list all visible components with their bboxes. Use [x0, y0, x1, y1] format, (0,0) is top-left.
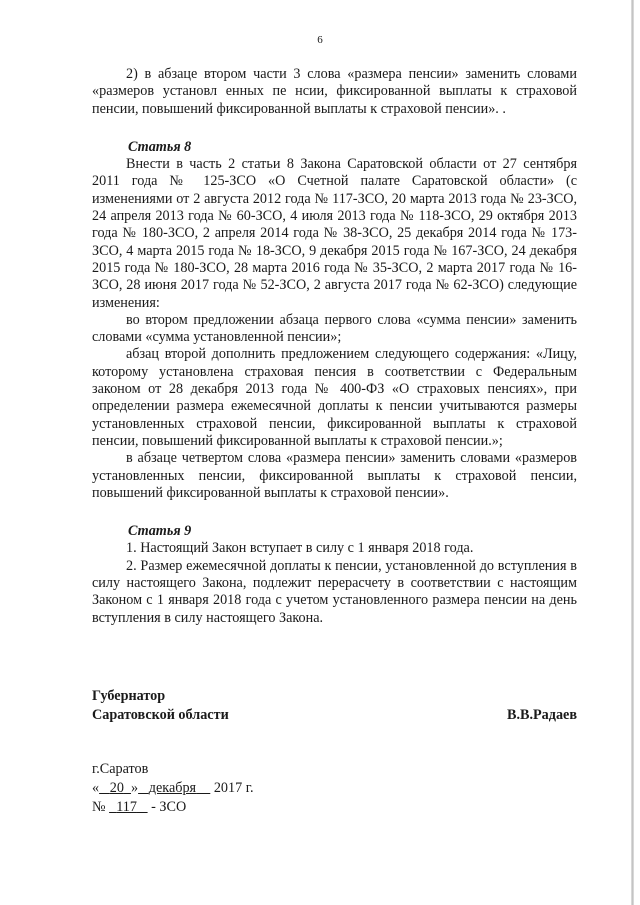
article-8-paragraph-2: во втором предложении абзаца первого слова «сумма пенсии» заменить словами «сумма установленной пенсии»; — [92, 311, 577, 346]
article-8-paragraph-3: абзац второй дополнить предложением следующего содержания: «Лицу, которому установлена страховая пенсия в соответствии с Федеральным законом от 28 декабря 2013 года № 400-ФЗ «О страховых пенсиях», при определении размера ежемесячной доплаты к пенсии учитываются размеры установленных страховой пенсии, фиксированной выплаты к страховой пенсии, повышений фиксированной выплаты к страховой пенсии.»; — [92, 346, 577, 449]
article-8-paragraph-4: в абзаце четвертом слова «размера пенсии» заменить словами «размеров установленных пенсии, фиксированной выплаты к страховой пенсии, повышений фиксированной выплаты к страховой пенсии». — [92, 450, 577, 501]
date-day: 20 — [109, 780, 124, 796]
law-number: 117 — [116, 799, 137, 815]
paragraph-item-2: 2) в абзаце втором части 3 слова «размера пенсии» заменить словами «размеров установл енных пе нсии, фиксированной выплаты к страховой пенсии, повышений фиксированной выплаты к страховой пенсии». . — [92, 66, 577, 117]
city: г.Саратов — [92, 761, 149, 777]
law-number-line — [92, 798, 254, 817]
date-month: декабря — [148, 780, 197, 796]
governor-name: В.В.Радаев — [506, 707, 577, 723]
article-9-paragraph-1: 1. Настоящий Закон вступает в силу с 1 января 2018 года. — [126, 540, 474, 557]
law-number-suffix: - ЗСО — [151, 799, 187, 815]
date-quote-open: « — [92, 780, 100, 796]
governor-title-line-1: Губернатор — [92, 688, 166, 704]
article-8-title: Статья 8 — [128, 138, 192, 155]
page-number: 6 — [317, 34, 323, 46]
governor-title-line-2: Саратовской области — [92, 707, 229, 723]
number-sign: № — [92, 799, 106, 815]
page-edge-shadow — [631, 0, 634, 905]
signature-block — [92, 687, 577, 725]
place-date-block — [92, 760, 254, 817]
date-year: 2017 г. — [213, 780, 254, 796]
article-9-paragraph-2: 2. Размер ежемесячной доплаты к пенсии, установленной до вступления в силу настоящего Закона, подлежит перерасчету в соответствии с настоящим Законом с 1 января 2018 года с учетом установленного размера пенсии на день вступления в силу настоящего Закона. — [92, 557, 577, 626]
document-body — [92, 66, 577, 627]
article-9-title: Статья 9 — [128, 523, 192, 540]
date-line — [92, 779, 254, 798]
date-quote-close: » — [131, 780, 139, 796]
article-8-paragraph-1: Внести в часть 2 статьи 8 Закона Саратовской области от 27 сентября 2011 года № 125-ЗСО «О Счетной палате Саратовской области» (с изменениями от 2 августа 2012 года № 117-ЗСО, 20 марта 2013 года № 23-ЗСО, 24 апреля 2013 года № 60-ЗСО, 4 июля 2013 года № 118-ЗСО, 29 октября 2013 года № 180-ЗСО, 2 апреля 2014 года № 38-ЗСО, 25 декабря 2014 года № 173-ЗСО, 4 марта 2015 года № 18-ЗСО, 9 декабря 2015 года № 167-ЗСО, 24 декабря 2015 года № 180-ЗСО, 28 марта 2016 года № 35-ЗСО, 2 марта 2017 года № 16-ЗСО, 28 июня 2017 года № 52-ЗСО, 2 августа 2017 года № 62-ЗСО) следующие изменения: — [92, 156, 577, 311]
